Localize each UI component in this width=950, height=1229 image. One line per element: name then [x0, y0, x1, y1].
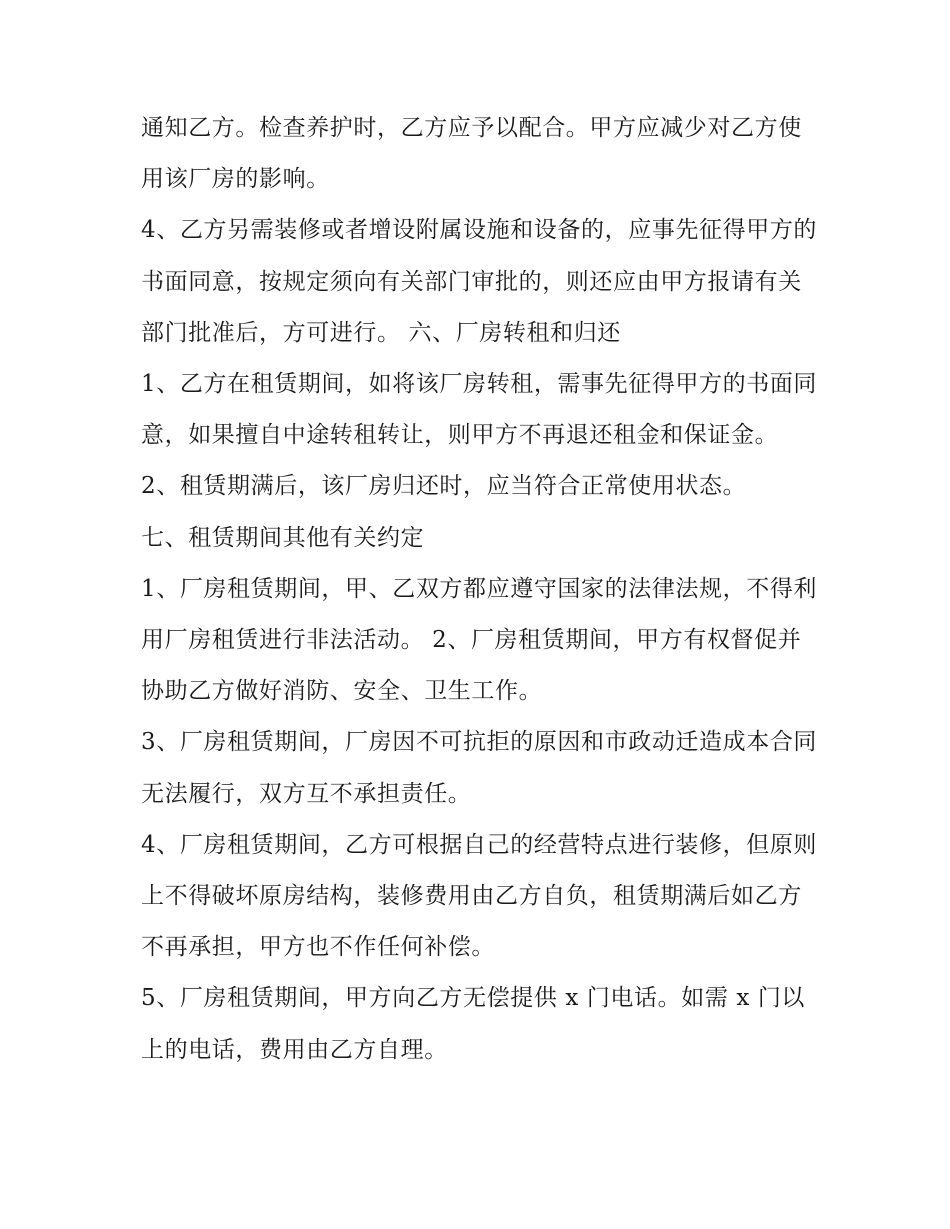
paragraph-clause-3-force-majeure: 3、厂房租赁期间，厂房因不可抗拒的原因和市政动迁造成本合同无法履行，双方互不承担责任。	[141, 729, 818, 807]
paragraph-clause-2-return: 2、租赁期满后，该厂房归还时，应当符合正常使用状态。	[141, 473, 747, 500]
paragraph-clause-1-2-legal: 1、厂房租赁期间，甲、乙双方都应遵守国家的法律法规，不得利用厂房租赁进行非法活动。 2、厂房租赁期间，甲方有权督促并协助乙方做好消防、安全、卫生工作。	[141, 575, 818, 705]
paragraph-inspection-notice: 通知乙方。检查养护时，乙方应予以配合。甲方应减少对乙方使用该厂房的影响。	[141, 115, 802, 193]
paragraph-clause-5-telephone: 5、厂房租赁期间，甲方向乙方无偿提供 x 门电话。如需 x 门以上的电话，费用由乙方自理。	[141, 985, 806, 1063]
paragraph-clause-1-sublease: 1、乙方在租赁期间，如将该厂房转租，需事先征得甲方的书面同意，如果擅自中途转租转让，则甲方不再退还租金和保证金。	[141, 371, 818, 449]
paragraph-clause-4-renovation: 4、乙方另需装修或者增设附属设施和设备的，应事先征得甲方的书面同意，按规定须向有关部门审批的，则还应由甲方报请有关部门批准后，方可进行。 六、厂房转租和归还	[141, 217, 818, 346]
paragraph-clause-4-decoration: 4、厂房租赁期间，乙方可根据自己的经营特点进行装修，但原则上不得破坏原房结构，装修费用由乙方自负，租赁期满后如乙方不再承担，甲方也不作任何补偿。	[141, 831, 818, 961]
document-body	[141, 103, 821, 1076]
section-heading-7: 七、租赁期间其他有关约定	[141, 524, 425, 551]
